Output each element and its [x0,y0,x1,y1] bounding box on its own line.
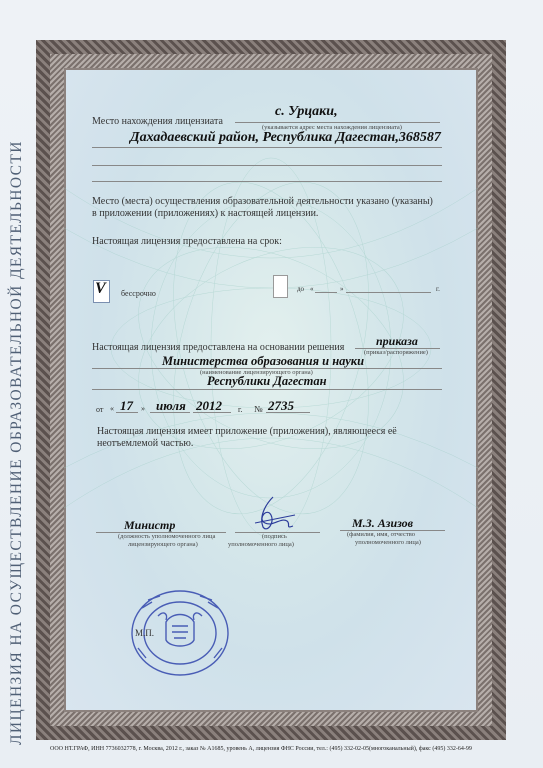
decision-day: 17 [120,398,133,413]
name-hint-2: уполномоченного лица) [355,539,421,546]
decision-month: июля [156,398,186,413]
places-line2: в приложении (приложениях) к настоящей лицензии. [92,208,319,219]
license-page: ЛИЦЕНЗИЯ НА ОСУЩЕСТВЛЕНИЕ ОБРАЗОВАТЕЛЬНОЙ ДЕЯТЕЛЬНОСТИ Место нахождения лицензиата с. Урцаки, (указывается адрес места нахождения лицензиата) Дахадаевский район, Республика Дагестан,368587 Место (места) осуществления образовательной деятельности указано (указаны) в приложении (приложениях) к настоящей лицензии. Настоящая лицензия предоставлена на срок: V бессрочно до « » г. Настоящая лицензия предоставлена на основании решения приказа (приказ/распоряжение) Министерства образования и науки (наименование лицензирующего органа) Республики Дагестан от « 17 » июля 2012 г. № 2735 Настоящая лицензия имеет приложение (приложения), являющееся её неотъемлемой частью. Министр (должность уполномоченного лица лицензирующего органа) (подпись уполномоченного лица) М.З. Азизов (фамилия, имя, отчество уполномоченного лица) М.П. ООО НТ.ГРАФ, ИНН 7736032778, г. Москва, 2012 г., заказ № А1685, уровень А, лицензия ФНС России, тел.: (495) 332-02-05(многоканальный), факс (495) 332-64-99 [0,0,543,768]
indefinite-label: бессрочно [121,289,156,298]
side-title: ЛИЦЕНЗИЯ НА ОСУЩЕСТВЛЕНИЕ ОБРАЗОВАТЕЛЬНОЙ ДЕЯТЕЛЬНОСТИ [8,140,25,745]
appendix-line2: неотъемлемой частью. [97,438,194,449]
appendix-line1: Настоящая лицензия имеет приложение (приложения), являющееся её [97,426,397,437]
signatory-name: М.З. Азизов [352,516,414,530]
until-label: до [297,285,305,293]
stamp-place-label: М.П. [135,628,155,638]
signature-hint-1: (подпись [262,533,287,540]
until-checkbox [273,275,288,298]
until-quote-close: » [340,285,344,293]
decision-year: 2012 [196,398,222,413]
decision-type-hint: (приказ/распоряжение) [364,349,428,356]
signature-hint-2: уполномоченного лица) [228,541,294,548]
term-label: Настоящая лицензия предоставлена на срок: [92,236,282,247]
decision-number: 2735 [268,398,294,413]
location-label: Место нахождения лицензиата [92,116,223,127]
until-year-suffix: г. [436,285,440,293]
indefinite-mark: V [95,280,106,297]
decision-number-label: № [254,404,263,414]
organ-hint: (наименование лицензирующего органа) [200,369,313,376]
decision-year-suffix: г. [238,405,243,414]
organ-name-line2: Республики Дагестан [207,374,327,388]
date-from-label: от [96,405,104,414]
organ-name-line1: Министерства образования и науки [162,354,365,368]
handwritten-signature [245,493,300,535]
name-hint-1: (фамилия, имя, отчество [347,531,415,538]
basis-label: Настоящая лицензия предоставлена на основании решения [92,342,345,353]
until-quote-open: « [310,285,314,293]
decision-type: приказа [376,334,418,348]
position-hint-2: лицензирующего органа) [128,541,198,548]
places-line1: Место (места) осуществления образовательной деятельности указано (указаны) [92,196,433,207]
location-district: Дахадаевский район, Республика Дагестан,368587 [130,130,441,145]
signatory-position: Министр [124,518,176,532]
position-hint-1: (должность уполномоченного лица [118,533,216,540]
printer-footer: ООО НТ.ГРАФ, ИНН 7736032778, г. Москва, 2012 г., заказ № А1685, уровень А, лицензия ФНС России, тел.: (495) 332-02-05(многоканальный), факс (495) 332-64-99 [50,746,472,752]
location-hint: (указывается адрес места нахождения лицензиата) [262,124,402,131]
location-village: с. Урцаки, [275,104,338,119]
